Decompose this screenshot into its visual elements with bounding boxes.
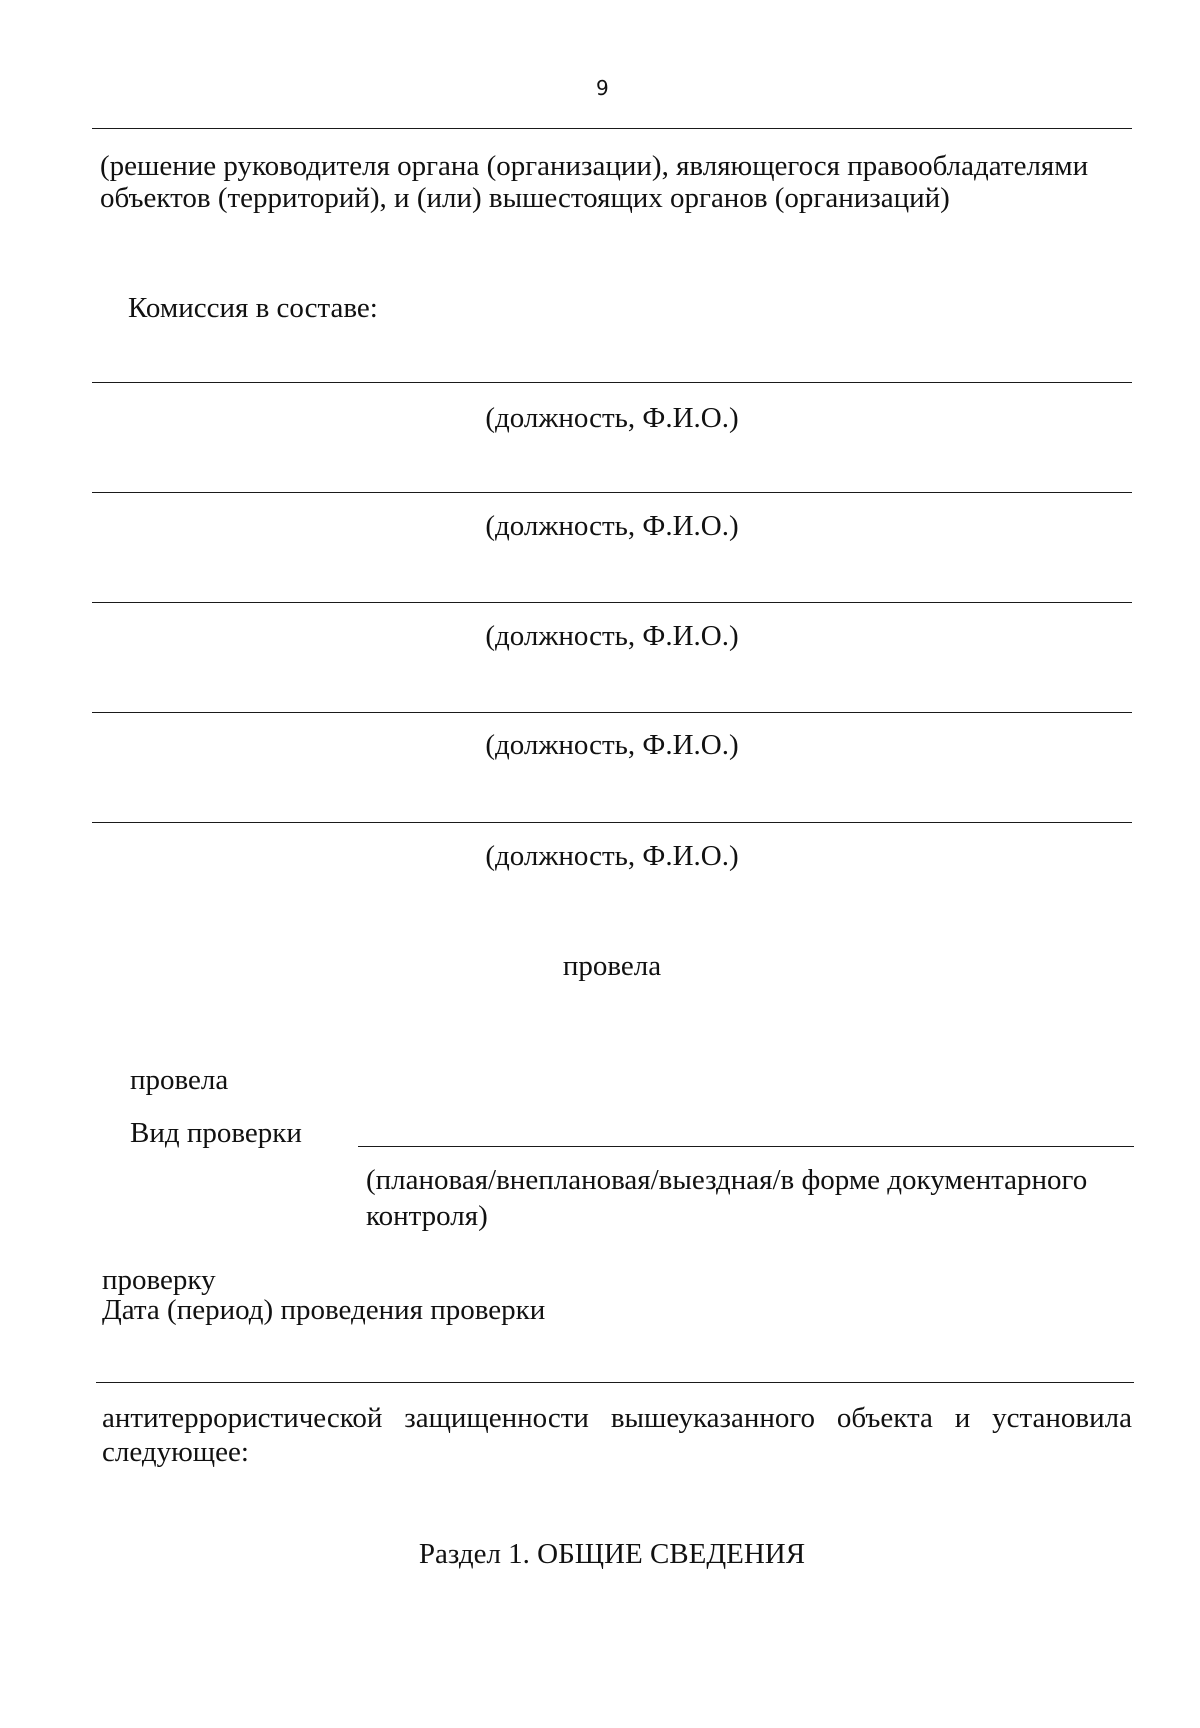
inspection-word: проверку <box>102 1264 216 1296</box>
conclusion-word: и <box>954 1402 971 1434</box>
conclusion-line-2: следующее: <box>102 1436 249 1468</box>
section-title: Раздел 1. ОБЩИЕ СВЕДЕНИЯ <box>418 1538 806 1570</box>
inspection-date-line <box>96 1382 1134 1383</box>
member-line-3 <box>92 602 1132 603</box>
member-caption-5: (должность, Ф.И.О.) <box>485 840 739 872</box>
member-line-5 <box>92 822 1132 823</box>
member-line-1 <box>92 382 1132 383</box>
conducted-left: провела <box>130 1064 229 1096</box>
member-caption-2: (должность, Ф.И.О.) <box>485 510 739 542</box>
inspection-type-caption-line-2: контроля) <box>366 1200 488 1232</box>
inspection-type-caption-line-1: (плановая/внеплановая/выездная/в форме документарного <box>366 1164 1088 1196</box>
commission-label: Комиссия в составе: <box>128 292 378 324</box>
conclusion-word: установила <box>992 1402 1132 1434</box>
header-caption-line-1: (решение руководителя органа (организации), являющегося правообладателями <box>100 150 1089 182</box>
inspection-date-label: Дата (период) проведения проверки <box>102 1294 546 1326</box>
conclusion-word: защищенности <box>404 1402 589 1434</box>
page-number: 9 <box>596 76 609 100</box>
inspection-type-line <box>358 1146 1134 1147</box>
member-caption-4: (должность, Ф.И.О.) <box>485 729 739 761</box>
member-caption-1: (должность, Ф.И.О.) <box>485 402 739 434</box>
conclusion-line-1 <box>102 1400 1132 1436</box>
conclusion-word: объекта <box>836 1402 933 1434</box>
header-rule <box>92 128 1132 129</box>
conclusion-word: вышеуказанного <box>610 1402 816 1434</box>
conducted-centered: провела <box>562 950 662 982</box>
header-caption-line-2: объектов (территорий), и (или) вышестоящих органов (организаций) <box>100 182 950 214</box>
inspection-type-label: Вид проверки <box>130 1117 302 1149</box>
member-line-2 <box>92 492 1132 493</box>
member-caption-3: (должность, Ф.И.О.) <box>485 620 739 652</box>
member-line-4 <box>92 712 1132 713</box>
conclusion-word: антитеррористической <box>102 1402 383 1434</box>
